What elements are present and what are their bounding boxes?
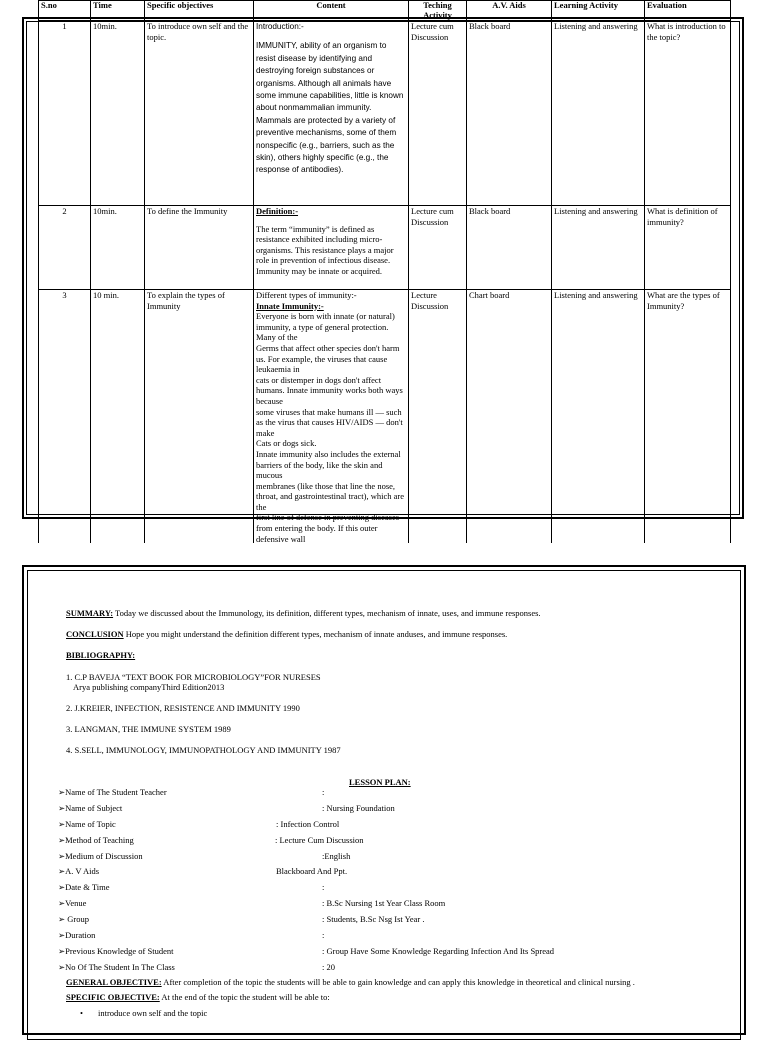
bibliography-item: 3. LANGMAN, THE IMMUNE SYSTEM 1989 — [66, 724, 231, 734]
arrow-bullet-icon: ➢ — [58, 930, 66, 940]
general-objective-label: GENERAL OBJECTIVE: — [66, 977, 162, 987]
field-value: : Infection Control — [276, 819, 340, 829]
row-evaluation: What is definition of immunity? — [645, 206, 731, 290]
lesson-plan-title: LESSON PLAN: — [349, 777, 411, 787]
bibliography-item: 1. C.P BAVEJA “TEXT BOOK FOR MICROBIOLOGY”FOR NURESES — [66, 672, 321, 682]
header-objectives: Specific objectives — [145, 1, 254, 21]
lesson-field — [58, 803, 122, 814]
row-evaluation: What are the types of Immunity? — [645, 290, 731, 544]
summary — [66, 608, 541, 619]
row-teaching: Lecture cum Discussion — [409, 21, 467, 206]
row-teaching: Lecture cum Discussion — [409, 206, 467, 290]
field-label: Name of Subject — [65, 803, 123, 813]
field-label: Previous Knowledge of Student — [65, 946, 174, 956]
arrow-bullet-icon: ➢ — [58, 898, 66, 908]
arrow-bullet-icon: ➢ — [58, 962, 66, 972]
arrow-bullet-icon: ➢ — [58, 851, 66, 861]
row-learning: Listening and answering — [552, 21, 645, 206]
summary-label: SUMMARY: — [66, 608, 114, 618]
row-aids: Chart board — [467, 290, 552, 544]
lesson-field — [58, 851, 143, 862]
lesson-field — [58, 930, 95, 941]
specific-objective-text: At the end of the topic the student will be able to: — [159, 992, 330, 1002]
row-teaching: Lecture Discussion — [409, 290, 467, 544]
header-sno: S.no — [39, 1, 91, 21]
header-learning-activity: Learning Activity — [552, 1, 645, 21]
field-value: : Lecture Cum Discussion — [275, 835, 364, 845]
lesson-field — [58, 819, 116, 830]
summary-text: Today we discussed about the Immunology, its definition, different types, mechanism of innate, uses, and immune responses. — [113, 608, 541, 618]
arrow-bullet-icon: ➢ — [58, 787, 66, 797]
page-border-inner — [26, 21, 740, 515]
content-body: The term “immunity” is defined as resistance exhibited including micro-organisms. This resistance plays a major role in prevention of infectious disease. Immunity may be innate or acquired. — [256, 223, 394, 276]
bibliography-item: Arya publishing companyThird Edition2013 — [73, 682, 225, 692]
header-av-aids: A.V. Aids — [467, 1, 552, 21]
header-content: Content — [254, 1, 409, 21]
conclusion-text: Hope you might understand the definition different types, mechanism of innate anduses, and immune responses. — [123, 629, 508, 639]
lesson-field — [58, 946, 174, 957]
content-body: IMMUNITY, ability of an organism to resist disease by identifying and destroying foreign substances or organisms. Although all animals have some immune capabilities, little is known about nonmammalian immunity. Mammals are protected by a variety of preventive mechanisms, some of them nonspecific (e.g., barriers, such as the skin), others highly specific (e.g., the response of antibodies). — [256, 41, 404, 175]
content-heading: Innate Immunity:- — [256, 300, 324, 311]
field-label: Name of Topic — [65, 819, 116, 829]
content-heading: Definition:- — [256, 206, 299, 216]
field-value: : 20 — [322, 962, 335, 972]
arrow-bullet-icon: ➢ — [58, 914, 66, 924]
conclusion — [66, 629, 507, 640]
row-objective: To define the Immunity — [145, 206, 254, 290]
header-time: Time — [91, 1, 145, 21]
lesson-field — [58, 866, 99, 877]
row-evaluation: What is introduction to the topic? — [645, 21, 731, 206]
row-learning: Listening and answering — [552, 290, 645, 544]
field-value: : — [322, 787, 325, 797]
field-label: Medium of Discussion — [65, 851, 143, 861]
bullet-dot-icon: • — [80, 1008, 83, 1018]
row-objective: To introduce own self and the topic. — [145, 21, 254, 206]
bibliography-item: 2. J.KREIER, INFECTION, RESISTENCE AND IMMUNITY 1990 — [66, 703, 300, 713]
bibliography-item: 4. S.SELL, IMMUNOLOGY, IMMUNOPATHOLOGY AND IMMUNITY 1987 — [66, 745, 341, 755]
lesson-field — [58, 914, 89, 925]
header-teaching-activity: Teching Activity — [409, 1, 467, 21]
field-value: : Nursing Foundation — [322, 803, 395, 813]
row-sno: 2 — [39, 206, 91, 290]
field-label: A. V Aids — [65, 866, 100, 876]
content-intro: Different types of immunity:- — [256, 290, 357, 300]
field-value: : B.Sc Nursing 1st Year Class Room — [322, 898, 446, 908]
field-value: Blackboard And Ppt. — [276, 866, 348, 876]
conclusion-label: CONCLUSION — [66, 629, 124, 639]
arrow-bullet-icon: ➢ — [58, 835, 66, 845]
arrow-bullet-icon: ➢ — [58, 882, 66, 892]
field-label: Duration — [65, 930, 96, 940]
field-value: : Students, B.Sc Nsg Ist Year . — [322, 914, 425, 924]
arrow-bullet-icon: ➢ — [58, 946, 66, 956]
lesson-field — [58, 882, 110, 893]
lesson-field — [58, 835, 134, 846]
content-body: Everyone is born with innate (or natural) immunity, a type of general protection. Many of the Germs that affect other species don't harm us. For example, the viruses that cause leukaemia in cats or distemper in dogs don't affect humans. Innate immunity works both ways because some viruses that make humans ill — such as the virus that causes HIV/AIDS — don't make Cats or dogs sick. Innate immunity also includes the external barriers of the body, like the skin and mucous membranes (like those that line the nose, throat, and gastrointestinal tract), which are the first line of defense in preventing diseases from entering the body. If this outer defensive wall — [256, 311, 404, 543]
field-label: Date & Time — [65, 882, 110, 892]
field-label: Method of Teaching — [65, 835, 134, 845]
arrow-bullet-icon: ➢ — [58, 866, 66, 876]
row-objective: To explain the types of Immunity — [145, 290, 254, 544]
field-label: Group — [65, 914, 89, 924]
lesson-field — [58, 787, 167, 798]
field-label: No Of The Student In The Class — [65, 962, 175, 972]
row-sno: 3 — [39, 290, 91, 544]
row-aids: Black board — [467, 206, 552, 290]
general-objective — [66, 977, 635, 988]
lesson-field — [58, 962, 175, 973]
field-value: : — [322, 882, 325, 892]
field-value: :English — [322, 851, 351, 861]
general-objective-text: After completion of the topic the students will be able to gain knowledge and can apply this knowledge in theoretical and clinical nursing . — [161, 977, 635, 987]
field-label: Name of The Student Teacher — [65, 787, 167, 797]
bibliography-label: BIBLIOGRAPHY: — [66, 650, 136, 660]
field-label: Venue — [65, 898, 87, 908]
specific-objective — [66, 992, 330, 1003]
arrow-bullet-icon: ➢ — [58, 803, 66, 813]
bullet-text: introduce own self and the topic — [98, 1008, 208, 1018]
specific-objective-label: SPECIFIC OBJECTIVE: — [66, 992, 160, 1002]
row-aids: Black board — [467, 21, 552, 206]
objective-bullet — [80, 1008, 207, 1019]
arrow-bullet-icon: ➢ — [58, 819, 66, 829]
header-evaluation: Evaluation — [645, 1, 731, 21]
content-heading: Introduction:- — [256, 22, 304, 31]
row-sno: 1 — [39, 21, 91, 206]
field-value: : — [322, 930, 325, 940]
field-value: : Group Have Some Knowledge Regarding Infection And Its Spread — [322, 946, 555, 956]
row-time: 10min. — [91, 206, 145, 290]
row-time: 10min. — [91, 21, 145, 206]
lesson-field — [58, 898, 86, 909]
row-time: 10 min. — [91, 290, 145, 544]
row-learning: Listening and answering — [552, 206, 645, 290]
